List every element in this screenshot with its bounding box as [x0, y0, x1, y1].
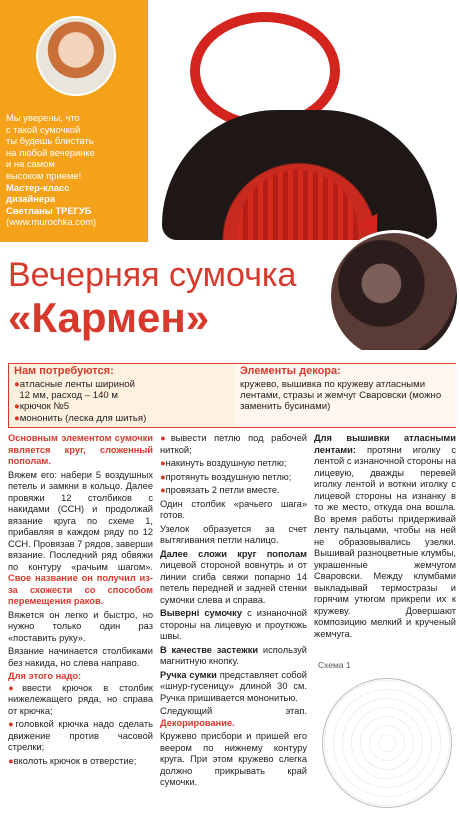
- list-item: ●протянуть воздушную петлю;: [160, 471, 292, 482]
- intro-panel: [0, 0, 148, 242]
- list-item: ●вывести петлю под рабочей ниткой;: [160, 433, 307, 455]
- list-item: ●головкой крючка надо сделать движение против часовой стрелки;: [8, 719, 153, 752]
- paragraph: Кружево присбори и пришей его веером по нижнему контуру круга. При этом кружево слегка должно прикрывать край сумочки.: [160, 731, 307, 787]
- designer-photo: [36, 16, 116, 96]
- intro-line: на любой вечеринке: [6, 146, 95, 158]
- master-class-label: Мастер-класс: [6, 181, 70, 193]
- decor-text: кружево, вышивка по кружеву атласными лентами, стразы и жемчуг Сваровски (можно заменить бусинами): [240, 379, 442, 413]
- intro-line: Мы уверены, что: [6, 112, 80, 123]
- paragraph: Узелок образуется за счет вытягивания петли налицо.: [160, 523, 307, 545]
- paragraph: Далее сложи круг пополам лицевой стороной вовнутрь и от линии сгиба свяжи попарно 14 петель передней и задней стенки сумочки слева и справа.: [160, 548, 307, 605]
- paragraph: Вязание начинается столбиками без накида, но слева направо.: [8, 646, 153, 668]
- paragraph: Для вышивки атласными лентами: протяни иголку с лентой с изнаночной стороны на лицевую, дважды перевей иголку лентой и воткни иголку с лицевой стороны на изнанку в то же место, откуда она вошла. Во время работы придерживай ленту пальцами, чтобы на ней не образовывались узелки. Вышивай разноцветные клумбы, украшенные жемчугом Сваровски. Между клумбами выкладывай термостразы и горячим утюгом прикрепи их к кружеву. Довершают композицию мелкий и крученый жемчуга.: [314, 433, 456, 639]
- paragraph: Ручка сумки представляет собой «шнур-гусеницу» длиной 30 см. Ручка пришивается мононитью.: [160, 669, 307, 703]
- list-item: ●атласные ленты шириной: [14, 379, 135, 390]
- list-item: ●ввести крючок в столбик нижележащего ряда, но справа от крючка;: [8, 682, 153, 716]
- bullet-icon: ●: [14, 412, 20, 424]
- text-column-3: [314, 433, 456, 642]
- list-item: ●крючок №5: [14, 401, 70, 413]
- list-item: ●мононить (леска для шитья): [14, 412, 147, 424]
- paragraph: В качестве застежки используй магнитную кнопку.: [160, 644, 307, 666]
- intro-line: и на самом: [6, 158, 55, 170]
- list-item: ●вколоть крючок в отверстие;: [8, 755, 137, 766]
- list-item: 12 мм, расход – 140 м: [19, 390, 119, 402]
- decor-elements: [235, 364, 457, 427]
- list-item: ●провязать 2 петли вместе.: [160, 485, 280, 495]
- intro-line: ты будешь блистать: [6, 135, 94, 147]
- subheading: Для этого надо:: [8, 671, 82, 681]
- text-column-1: [8, 433, 153, 769]
- bullet-icon: ●: [14, 379, 20, 390]
- schema-label: Схема 1: [318, 660, 351, 670]
- detail-zoom-photo: [328, 230, 460, 350]
- schema-diagram: [322, 678, 452, 808]
- materials-heading: Нам потребуются:: [14, 365, 114, 377]
- designer-name: Светланы ТРЕГУБ: [6, 204, 92, 216]
- paragraph: Следующий этап. Декорирование.: [160, 706, 307, 728]
- materials-list: [14, 379, 230, 424]
- materials-needed: [9, 364, 235, 427]
- paragraph: Один столбик «рачьего шага» готов.: [160, 498, 307, 520]
- materials-box: [8, 363, 456, 428]
- intro-line: высоком приеме!: [6, 169, 82, 181]
- paragraph: Вяжем его: набери 5 воздушных петель и замкни в кольцо. Далее провяжи 12 столбиков с накидами (ССН) и продолжай вязание круга по схеме 1, прибавляя в каждом ряду по 12 ССН. Провязав 7 рядов, заверши вязание. Последний ряд обвяжи по контуру «рачьим шагом». Свое название он получил из-за схожести со способом перемещения раков.: [8, 469, 153, 606]
- article-title-line-2: «Кармен»: [8, 294, 210, 341]
- paragraph: Вывернi сумочку с изнаночной стороны на лицевую и проутюжь швы.: [160, 608, 307, 641]
- list-item: ●накинуть воздушную петлю;: [160, 458, 287, 468]
- lead-paragraph: Основным элементом сумочки является круг, сложенный пополам.: [8, 433, 153, 466]
- intro-line: с такой сумочкой: [6, 123, 81, 135]
- text-column-2: [160, 433, 307, 791]
- designer-site: (www.murochka.com): [6, 216, 97, 228]
- bullet-icon: ●: [14, 401, 20, 413]
- article-title-line-1: Вечерняя сумочка: [8, 256, 297, 294]
- crochet-schema: [318, 660, 454, 825]
- paragraph: Вяжется он легко и быстро, но нужно только один раз «поставить руку».: [8, 609, 153, 643]
- designer-label: дизайнера: [6, 193, 56, 205]
- decor-heading: Элементы декора:: [240, 365, 341, 377]
- intro-text: [6, 112, 146, 228]
